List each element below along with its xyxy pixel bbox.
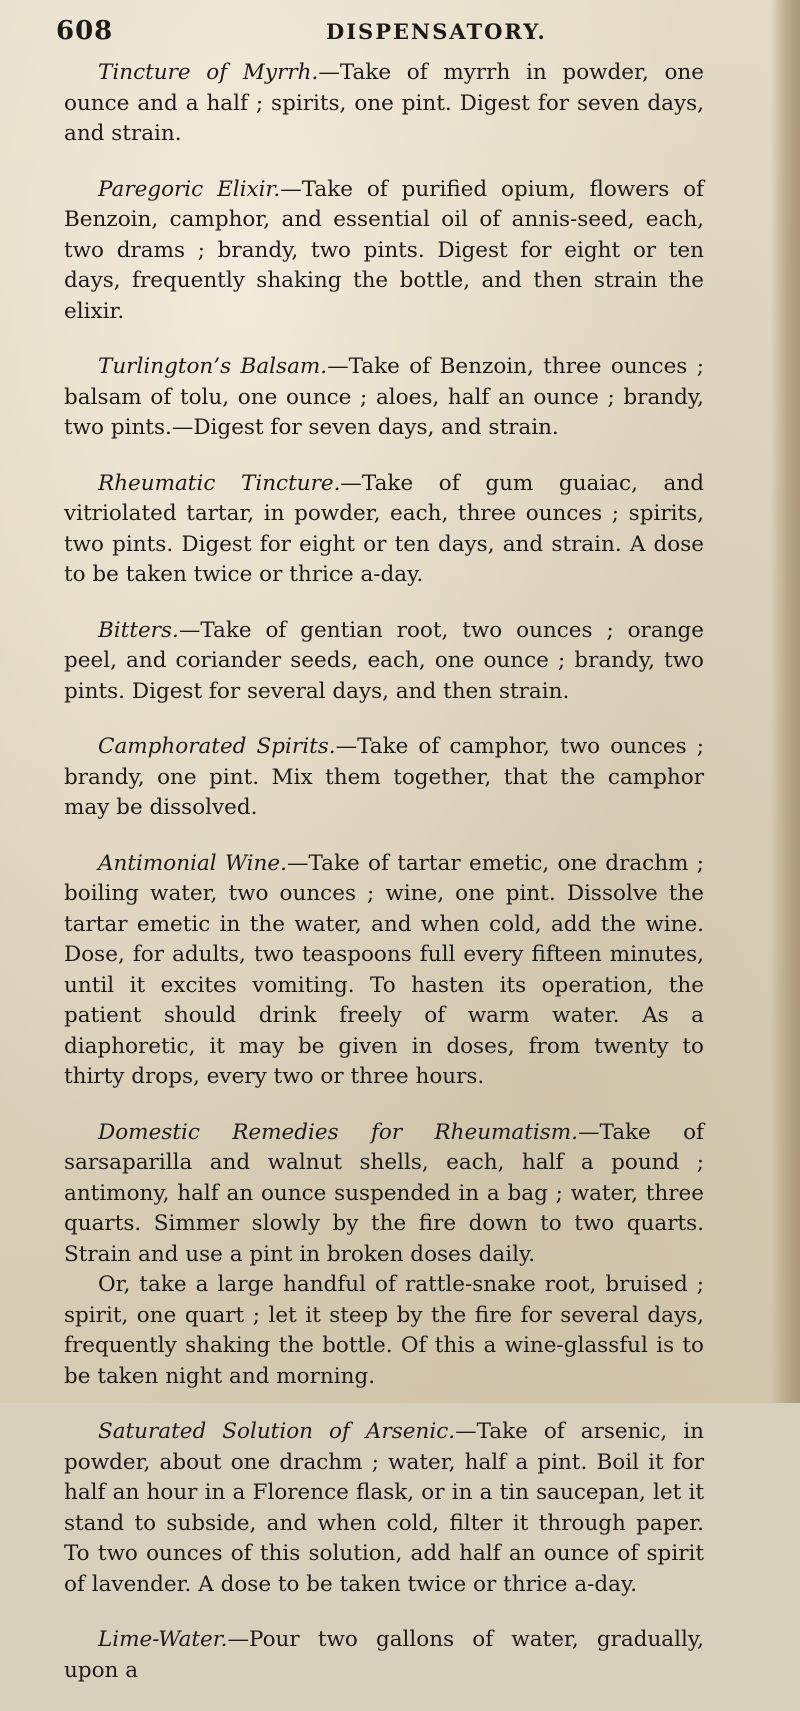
page-header xyxy=(56,16,716,60)
entry-antimonial-wine xyxy=(64,849,704,1093)
entry-text: —Take of sarsaparilla and walnut shells, each, half a pound ; antimony, half an ounce suspended in a bag ; water, three quarts. Simmer slowly by the fire down to two quarts. Strain and use a pint in broken doses daily. xyxy=(64,1119,704,1267)
entry-lime-water xyxy=(64,1625,704,1686)
entry-text: —Take of myrrh in powder, one ounce and a half ; spirits, one pint. Digest for seven days, and strain. xyxy=(64,60,704,146)
page-number: 608 xyxy=(56,16,114,46)
page-edge-shadow xyxy=(770,0,800,1403)
entry-text: —Take of tartar emetic, one drachm ; boiling water, two ounces ; wine, one pint. Dissolve the tartar emetic in the water, and when cold, add the wine. Dose, for adults, two teaspoons full every fifteen minutes, until it excites vomiting. To hasten its operation, the patient should drink freely of warm water. As a diaphoretic, it may be given in doses, from twenty to thirty drops, every two or three hours. xyxy=(64,850,704,1089)
entry-text: —Take of camphor, two ounces ; brandy, one pint. Mix them together, that the camphor may be dissolved. xyxy=(64,734,705,820)
entry-title: Lime-Water. xyxy=(98,1627,228,1652)
entry-rheumatism-remedies xyxy=(64,1118,704,1271)
entry-title: Camphorated Spirits. xyxy=(98,734,336,759)
entry-text: —Pour two gallons of water, gradually, upon a xyxy=(64,1627,704,1683)
entry-rheumatism-remedies-continuation xyxy=(64,1270,704,1392)
entry-arsenic-solution xyxy=(64,1417,704,1600)
entry-title: Domestic Remedies for Rheumatism. xyxy=(98,1119,579,1145)
entry-title: Paregoric Elixir. xyxy=(98,176,281,202)
entry-paregoric-elixir xyxy=(64,175,704,328)
entry-title: Turlington’s Balsam. xyxy=(98,354,328,379)
entry-text: —Take of gum guaiac, and vitriolated tartar, in powder, each, three ounces ; spirits, two pints. Digest for eight or ten days, and strain. A dose to be taken twice or thrice a-day. xyxy=(64,470,704,587)
entry-title: Bitters. xyxy=(98,617,179,643)
entry-text: —Take of purified opium, flowers of Benzoin, camphor, and essential oil of annis-seed, each, two drams ; brandy, two pints. Digest for eight or ten days, frequently shaking the bottle, and then strain the elixir. xyxy=(64,176,704,324)
entry-bitters xyxy=(64,616,704,708)
entry-text: —Take of arsenic, in powder, about one drachm ; water, half a pint. Boil it for half an hour in a Florence flask, or in a tin saucepan, let it stand to subside, and when cold, filter it through paper. To two ounces of this solution, add half an ounce of spirit of lavender. A dose to be taken twice or thrice a-day. xyxy=(64,1419,704,1597)
entry-text: —Take of Benzoin, three ounces ; balsam of tolu, one ounce ; aloes, half an ounce ; brandy, two pints.—Digest for seven days, and strain. xyxy=(64,354,704,440)
entry-camphorated-spirits xyxy=(64,732,704,824)
entry-text: Or, take a large handful of rattle-snake root, bruised ; spirit, one quart ; let it steep by the fire for several days, frequently shaking the bottle. Of this a wine-glassful is to be taken night and morning. xyxy=(64,1272,704,1389)
entry-turlingtons-balsam xyxy=(64,352,704,444)
entry-title: Antimonial Wine. xyxy=(98,850,287,876)
entry-rheumatic-tincture xyxy=(64,469,704,591)
entry-myrrh-tincture xyxy=(64,58,704,150)
entry-text: —Take of gentian root, two ounces ; orange peel, and coriander seeds, each, one ounce ; brandy, two pints. Digest for several days, and then strain. xyxy=(64,617,704,704)
entry-title: Rheumatic Tincture. xyxy=(98,470,341,496)
entry-title: Tincture of Myrrh. xyxy=(98,60,319,85)
running-head: DISPENSATORY. xyxy=(326,19,547,44)
page-body xyxy=(64,58,704,1711)
entry-title: Saturated Solution of Arsenic. xyxy=(98,1419,456,1444)
